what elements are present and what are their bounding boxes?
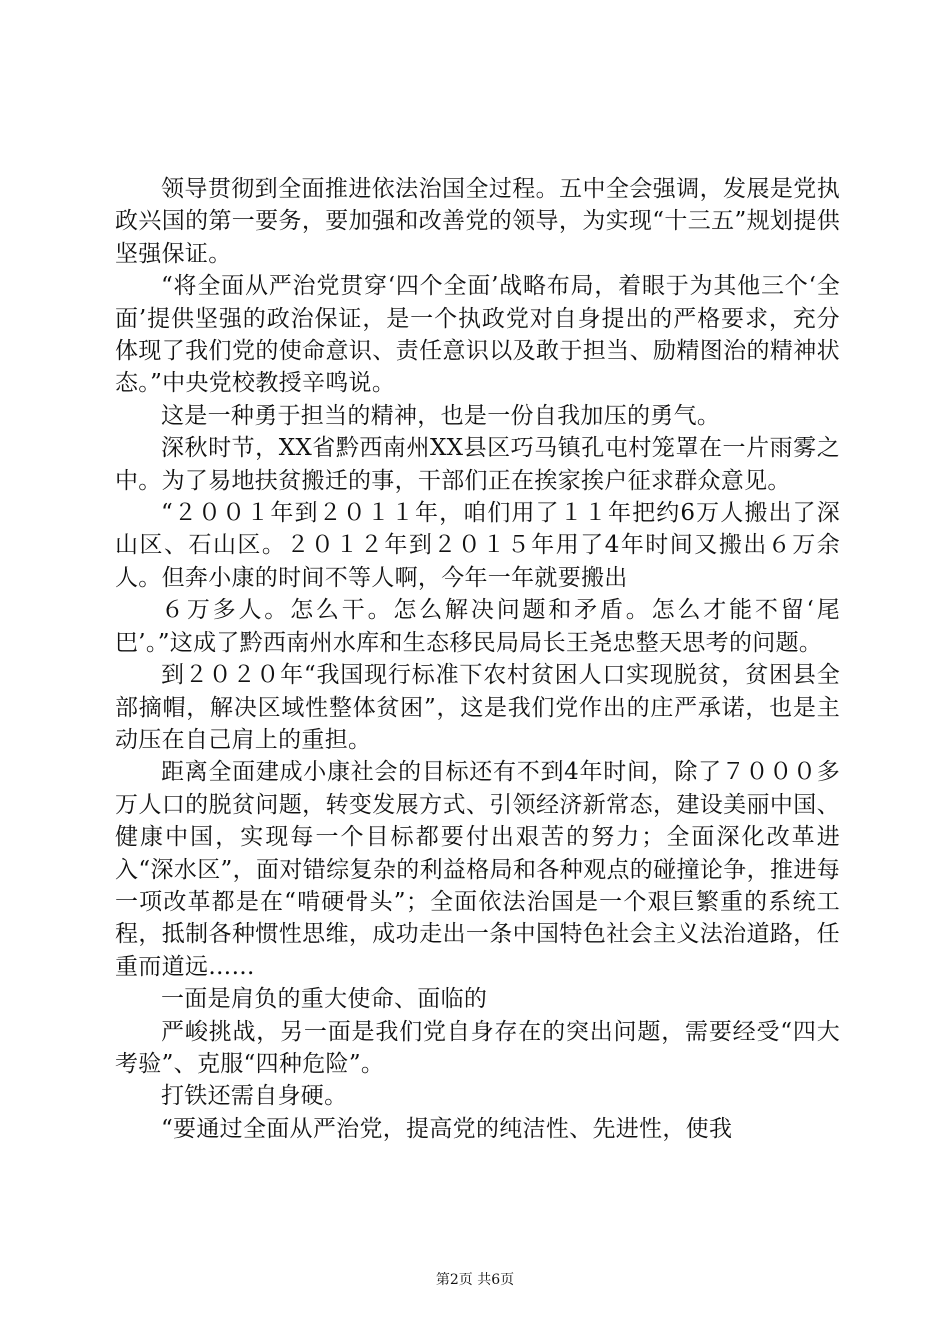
- paragraph-3: 这是一种勇于担当的精神，也是一份自我加压的勇气。: [161, 402, 721, 429]
- paragraph-4: 深秋时节，XX省黔西南州XX县区巧马镇孔屯村笼罩在一片雨雾之中。为了易地扶贫搬迁的事，干部们正在挨家挨户征求群众意见。: [115, 435, 840, 494]
- paragraph-7: 到２０２０年“我国现行标准下农村贫困人口实现脱贫，贫困县全部摘帽，解决区域性整体贫困”，这是我们党作出的庄严承诺，也是主动压在自己肩上的重担。: [115, 662, 840, 753]
- paragraph-10: 严峻挑战，另一面是我们党自身存在的突出问题，需要经受“四大考验”、克服“四种危险”。: [115, 1018, 840, 1077]
- paragraph-12: “要通过全面从严治党，提高党的纯洁性、先进性，使我: [161, 1115, 733, 1142]
- paragraph-5: “２００１年到２０１１年，咱们用了１１年把约6万人搬出了深山区、石山区。２０１２年到２０１５年用了4年时间又搬出６万余人。但奔小康的时间不等人啊，今年一年就要搬出: [115, 500, 840, 591]
- paragraph-1: 领导贯彻到全面推进依法治国全过程。五中全会强调，发展是党执政兴国的第一要务，要加强和改善党的领导，为实现“十三五”规划提供坚强保证。: [115, 176, 840, 267]
- document-body: [115, 173, 840, 1145]
- paragraph-8: 距离全面建成小康社会的目标还有不到4年时间，除了７０００多万人口的脱贫问题，转变发展方式、引领经济新常态，建设美丽中国、健康中国，实现每一个目标都要付出艰苦的努力；全面深化改革进入“深水区”，面对错综复杂的利益格局和各种观点的碰撞论争，推进每一项改革都是在“啃硬骨头”；全面依法治国是一个艰巨繁重的系统工程，抵制各种惯性思维，成功走出一条中国特色社会主义法治道路，任重而道远……: [115, 759, 840, 980]
- page-footer: [0, 1271, 950, 1289]
- page-number-indicator: 第2页 共6页: [435, 1272, 515, 1288]
- paragraph-6: ６万多人。怎么干。怎么解决问题和矛盾。怎么才能不留‘尾巴’。”这成了黔西南州水库和生态移民局局长王尧忠整天思考的问题。: [115, 597, 840, 656]
- paragraph-9: 一面是肩负的重大使命、面临的: [161, 986, 488, 1013]
- paragraph-2: “将全面从严治党贯穿‘四个全面’战略布局，着眼于为其他三个‘全面’提供坚强的政治保证，是一个执政党对自身提出的严格要求，充分体现了我们党的使命意识、责任意识以及敢于担当、励精图治的精神状态。”中央党校教授辛鸣说。: [115, 273, 840, 397]
- paragraph-11: 打铁还需自身硬。: [161, 1083, 348, 1110]
